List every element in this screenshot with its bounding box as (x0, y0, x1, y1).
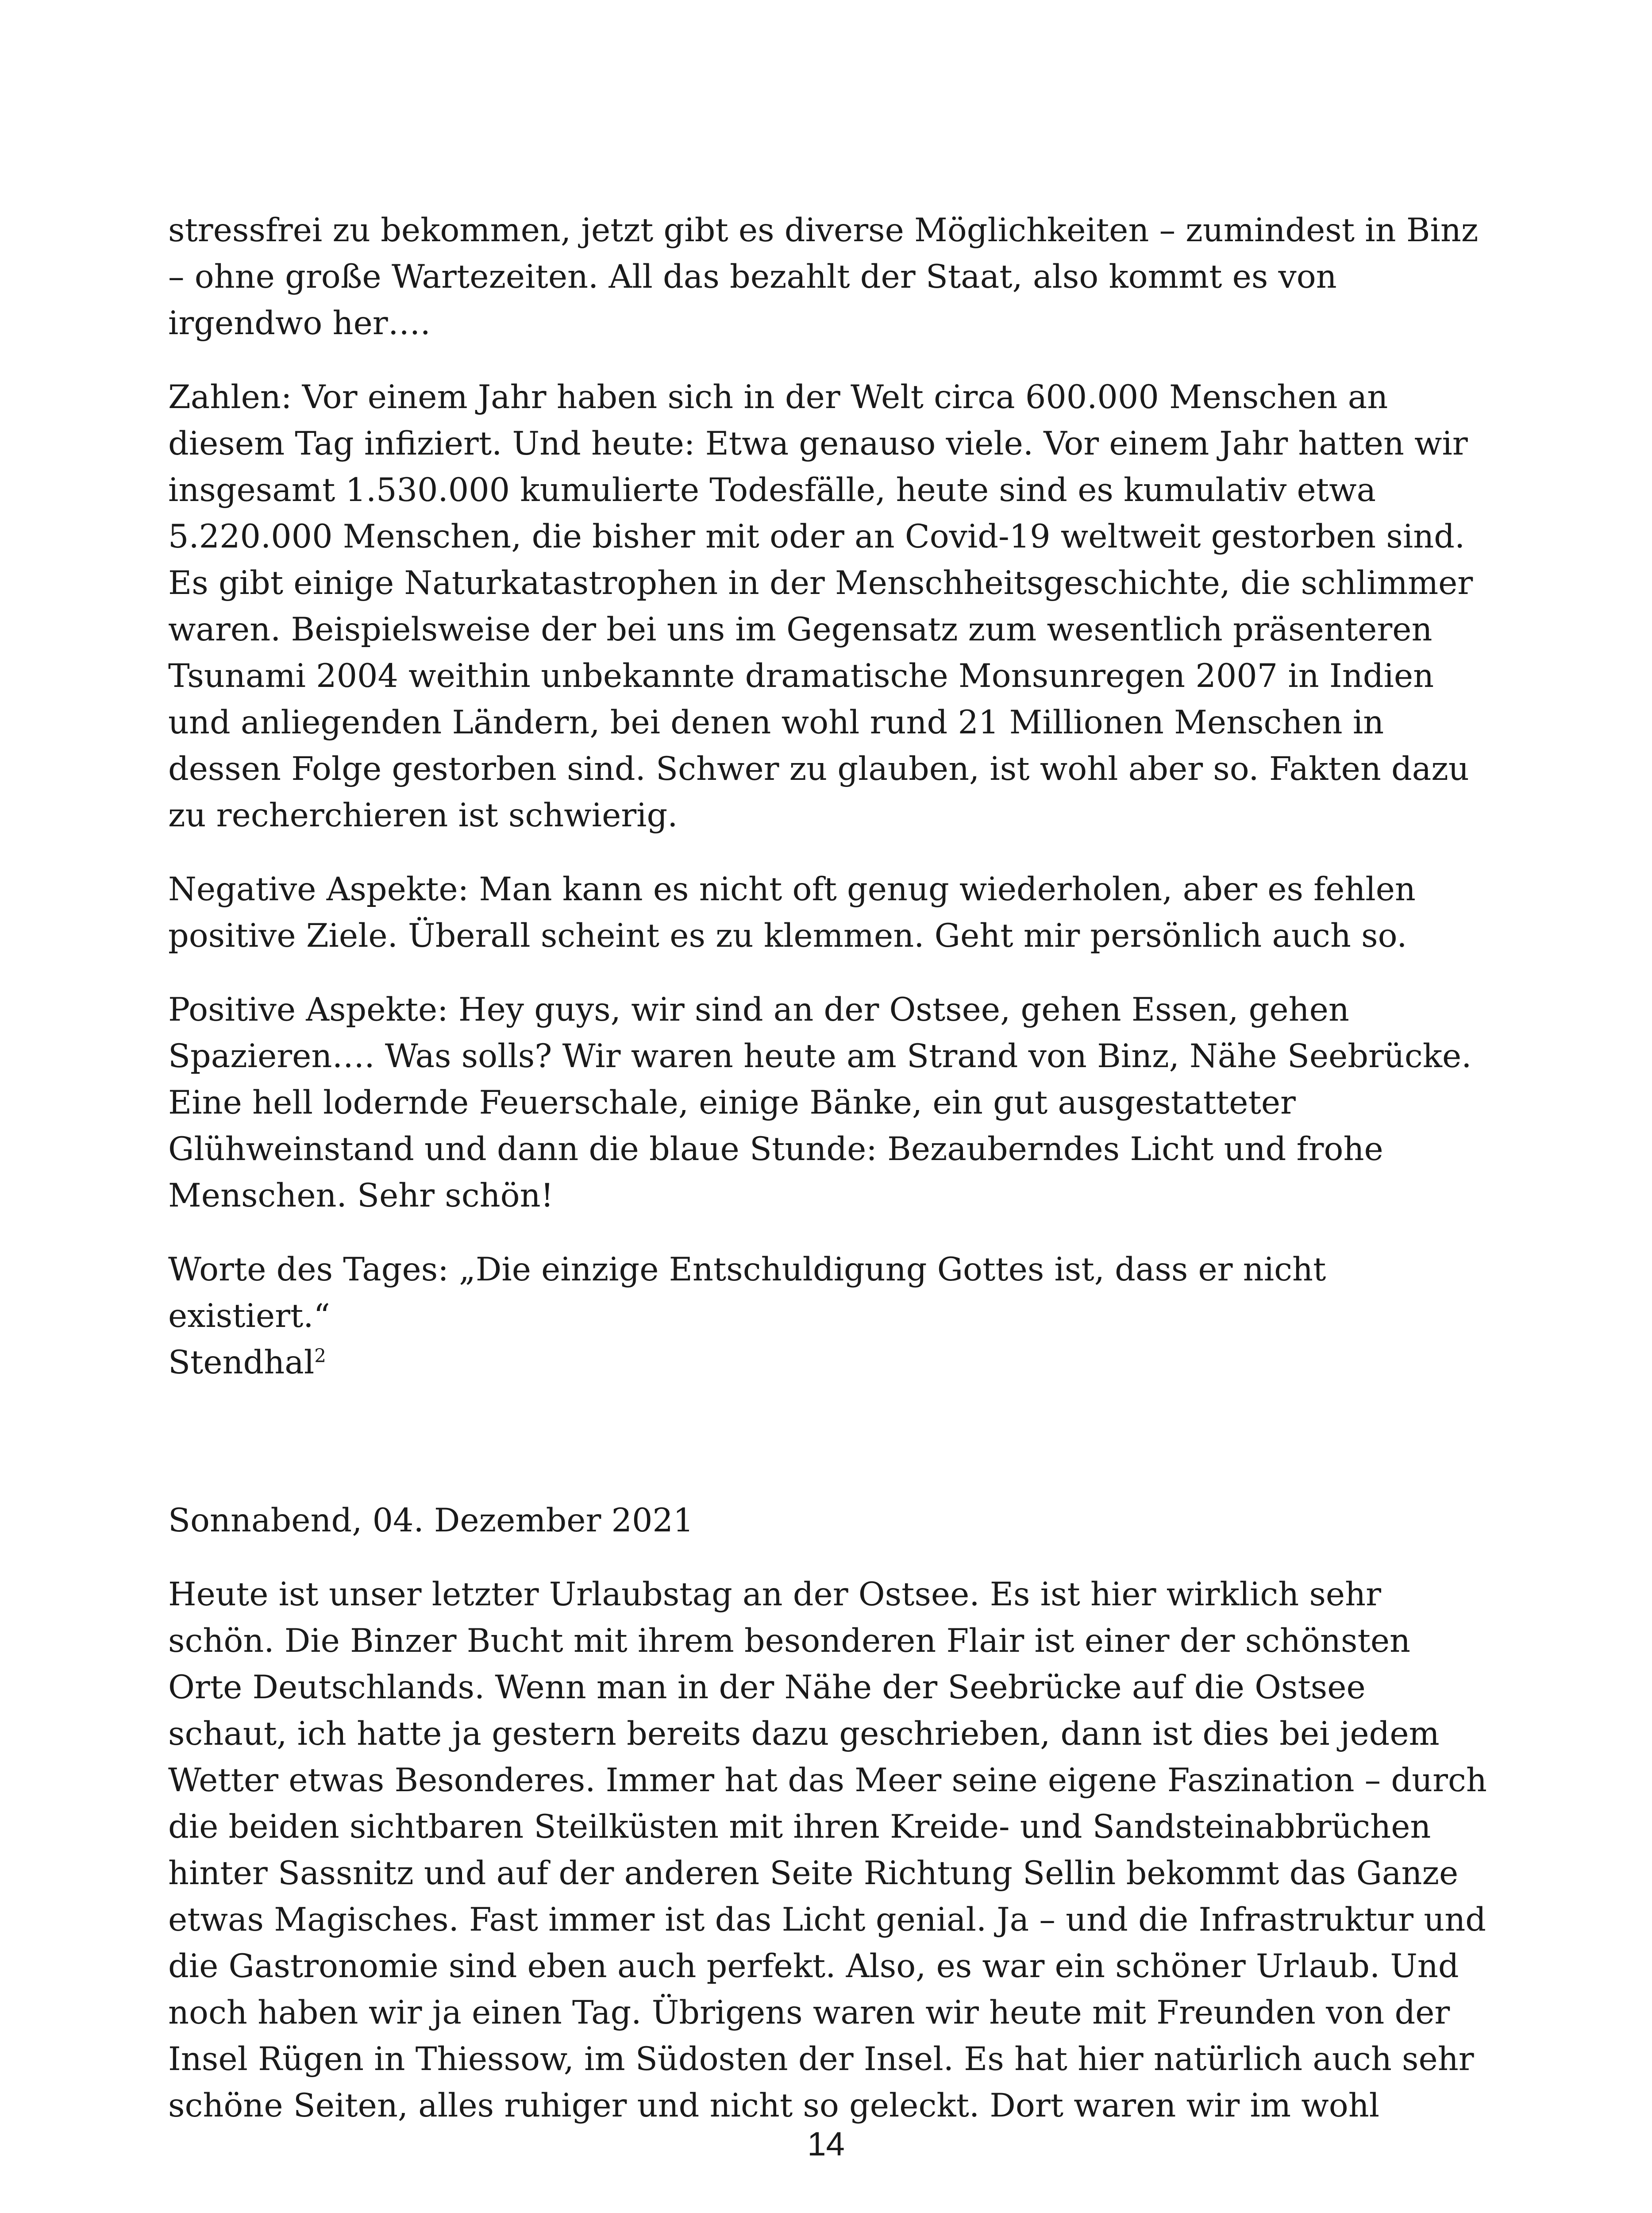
quote-text: Worte des Tages: „Die einzige Entschuldigung Gottes ist, dass er nicht existiert.“ (168, 1251, 1326, 1335)
paragraph-last-vacation-day: Heute ist unser letzter Urlaubstag an der Ostsee. Es ist hier wirklich sehr schön. Die Binzer Bucht mit ihrem besonderen Flair ist einer der schönsten Orte Deutschlands. Wenn man in der Nähe der Seebrücke auf die Ostsee schaut, ich hatte ja gestern bereits dazu geschrieben, dann ist dies bei jedem Wetter etwas Besonderes. Immer hat das Meer seine eigene Faszination – durch die beiden sichtbaren Steilküsten mit ihren Kreide- und Sandsteinabbrüchen hinter Sassnitz und auf der anderen Seite Richtung Sellin bekommt das Ganze etwas Magisches. Fast immer ist das Licht genial. Ja – und die Infrastruktur und die Gastronomie sind eben auch perfekt. Also, es war ein schöner Urlaub. Und noch haben wir ja einen Tag. Übrigens waren wir heute mit Freunden von der Insel Rügen in Thiessow, im Südosten der Insel. Es hat hier natürlich auch sehr schöne Seiten, alles ruhiger und nicht so geleckt. Dort waren wir im wohl (168, 1576, 1487, 2124)
quote-author: Stendhal (168, 1344, 315, 1381)
paragraph-words-of-the-day (168, 1246, 1487, 1386)
body-text (168, 207, 1487, 2156)
page-number: 14 (807, 2125, 845, 2163)
paragraph-negative-aspects: Negative Aspekte: Man kann es nicht oft genug wiederholen, aber es fehlen positive Ziele. Überall scheint es zu klemmen. Geht mir persönlich auch so. (168, 871, 1416, 955)
footnote-marker: 2 (314, 1345, 326, 1367)
paragraph-numbers: Zahlen: Vor einem Jahr haben sich in der Welt circa 600.000 Menschen an diesem Tag infiziert. Und heute: Etwa genauso viele. Vor einem Jahr hatten wir insgesamt 1.530.000 kumulierte Todesfälle, heute sind es kumulativ etwa 5.220.000 Menschen, die bisher mit oder an Covid-19 weltweit gestorben sind. Es gibt einige Naturkatastrophen in der Menschheitsgeschichte, die schlimmer waren. Beispielsweise der bei uns im Gegensatz zum wesentlich präsenteren Tsunami 2004 weithin unbekannte dramatische Monsunregen 2007 in Indien und anliegenden Ländern, bei denen wohl rund 21 Millionen Menschen in dessen Folge gestorben sind. Schwer zu glauben, ist wohl aber so. Fakten dazu zu recherchieren ist schwierig. (168, 378, 1473, 834)
section-spacer (168, 1413, 1487, 1497)
paragraph-vaccination-note: stressfrei zu bekommen, jetzt gibt es diverse Möglichkeiten – zumindest in Binz – ohne große Wartezeiten. All das bezahlt der Staat, also kommt es von irgendwo her…. (168, 212, 1479, 342)
date-heading: Sonnabend, 04. Dezember 2021 (168, 1502, 694, 1539)
paragraph-positive-aspects: Positive Aspekte: Hey guys, wir sind an der Ostsee, gehen Essen, gehen Spazieren…. Was solls? Wir waren heute am Strand von Binz, Nähe Seebrücke. Eine hell lodernde Feuerschale, einige Bänke, ein gut ausgestatteter Glühweinstand und dann die blaue Stunde: Bezauberndes Licht und frohe Menschen. Sehr schön! (168, 991, 1472, 1214)
